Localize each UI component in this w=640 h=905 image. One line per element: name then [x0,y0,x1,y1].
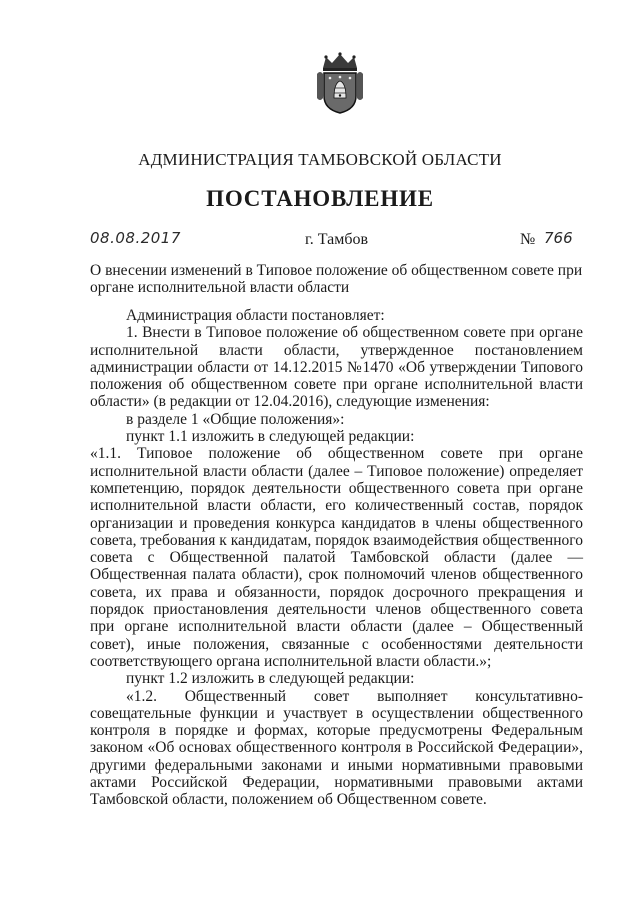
coat-of-arms-icon [315,52,365,114]
document-number: 766 [544,229,573,247]
body-paragraph: «1.2. Общественный совет выполняет консультативно-совещательные функции и участвует в осуществлении общественного контроля в порядке и формах, которые предусмотрены Федеральным законом «Об основах общественного контроля в Российской Федерации», другими федеральными законами и иными нормативными правовыми актами Российской Федерации, нормативными правовыми актами Тамбовской области, положением об Общественном совете. [90,687,583,809]
organization-title: АДМИНИСТРАЦИЯ ТАМБОВСКОЙ ОБЛАСТИ [138,150,502,169]
body-paragraph: Администрация области постановляет: [126,307,385,324]
body-paragraph: в разделе 1 «Общие положения»: [126,410,345,428]
document-type-heading: ПОСТАНОВЛЕНИЕ [206,186,434,211]
document-subject: О внесении изменений в Типовое положение об общественном совете при органе исполнительной власти области [90,262,583,296]
body-paragraph: «1.1. Типовое положение об общественном совете при органе исполнительной власти области (далее – Типовое положение) определяет компетенцию, порядок деятельности общественного совета при органе исполнительной власти области, его количественный состав, порядок организации и проведения конкурса кандидатов в члены общественного совета, требования к кандидатам, порядок взаимодействия общественного совета с Общественной палатой Тамбовской области (далее — Общественная палата области), срок полномочий членов общественного совета, их права и обязанности, порядок досрочного прекращения и порядок приостановления деятельности членов общественного совета при органе исполнительной власти области (далее – Общественный совет), иные положения, связанные с особенностями деятельности соответствующего органа исполнительной власти области.»; [90,445,583,670]
body-paragraph: пункт 1.2 изложить в следующей редакции: [126,670,415,688]
document-body [90,307,583,809]
document-city: г. Тамбов [305,231,369,248]
document-date: 08.08.2017 [90,229,181,247]
document-number-label: № [520,231,536,248]
body-paragraph: 1. Внести в Типовое положение об общественном совете при органе исполнительной власти области, утвержденное постановлением администрации области от 14.12.2015 №1470 «Об утверждении Типового положения об общественном совете при органе исполнительной власти области» (в редакции от 12.04.2016), следующие изменения: [90,324,583,411]
body-paragraph: пункт 1.1 изложить в следующей редакции: [126,428,415,446]
